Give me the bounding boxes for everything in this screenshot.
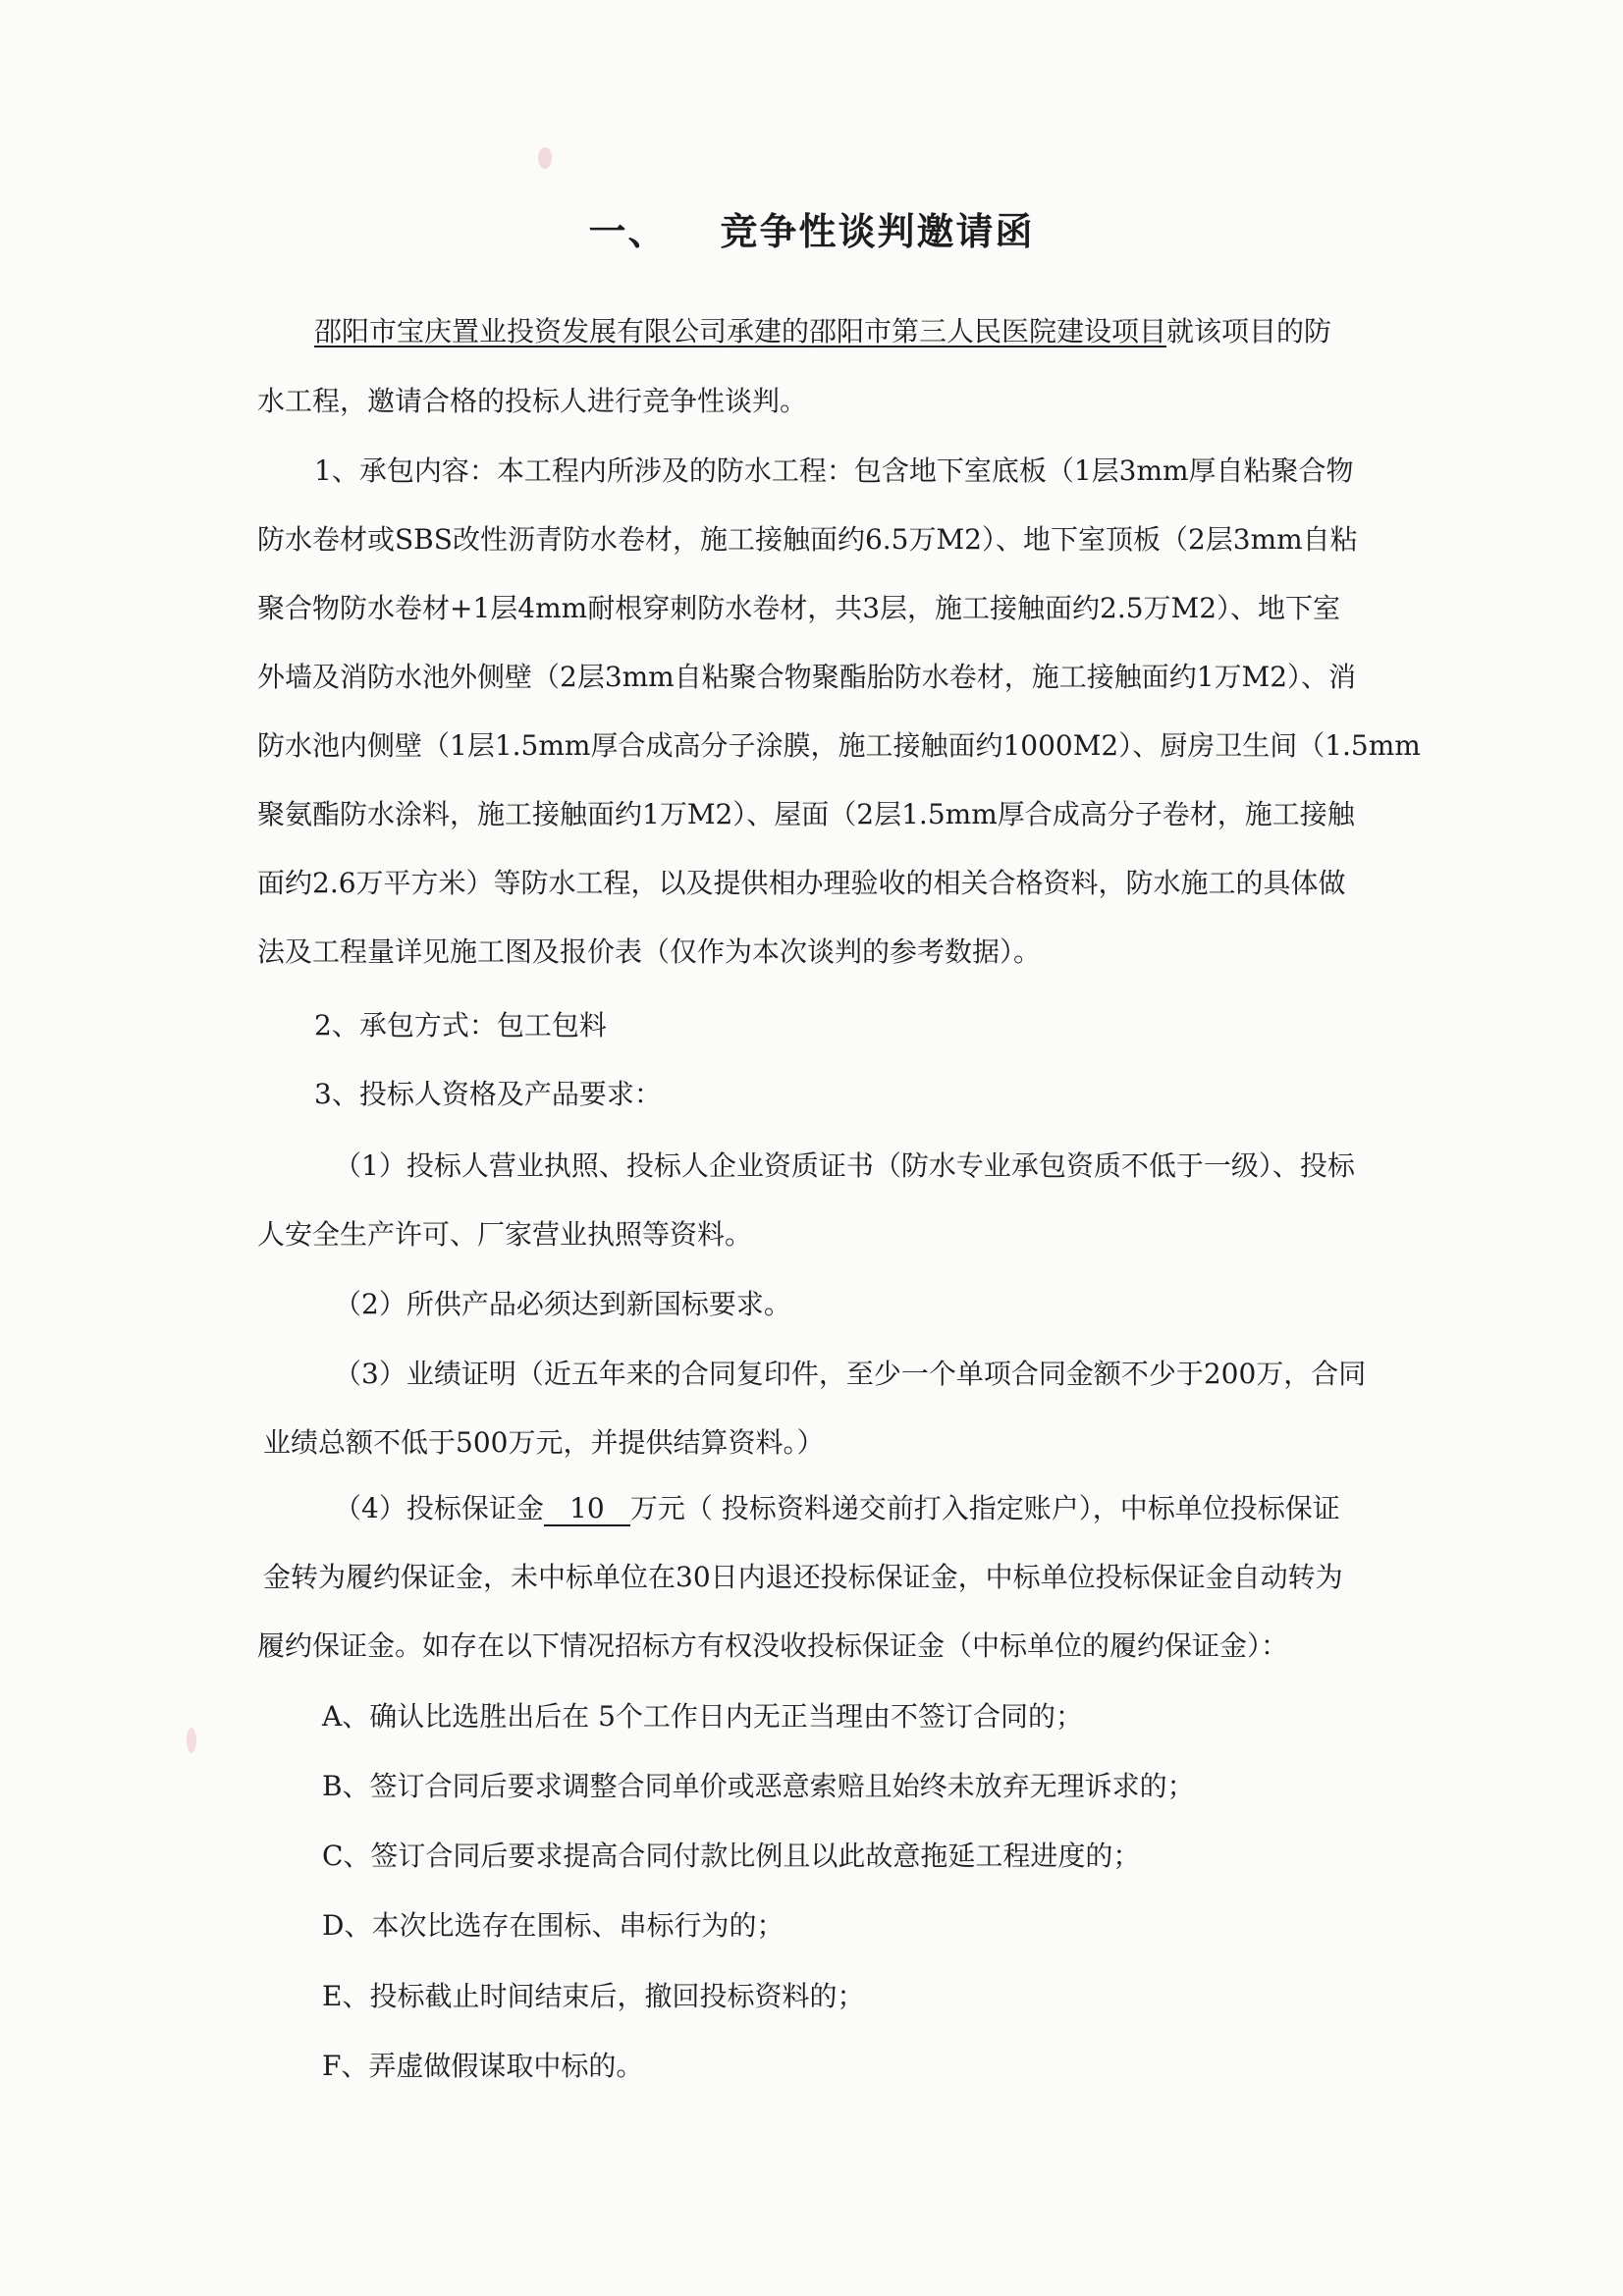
section1-line-2: 防水卷材或SBS改性沥青防水卷材，施工接触面约6.5万M2）、地下室顶板（2层3mm自粘 [257, 523, 1358, 556]
title-number: 一、 [588, 210, 668, 253]
deposit-amount: 10 [544, 1493, 630, 1526]
section2-line: 2、承包方式：包工包料 [314, 1009, 607, 1041]
section1-line-4: 外墙及消防水池外侧壁（2层3mm自粘聚合物聚酯胎防水卷材，施工接触面约1万M2）、消 [257, 661, 1357, 693]
req4-suffix: 万元（ 投标资料递交前打入指定账户），中标单位投标保证 [629, 1492, 1340, 1524]
section1-line-3: 聚合物防水卷材+1层4mm耐根穿刺防水卷材，共3层，施工接触面约2.5万M2）、地下室 [257, 592, 1341, 624]
forfeit-item-f: F、弄虚做假谋取中标的。 [322, 2050, 644, 2082]
intro-mid: 承建的 [727, 315, 810, 347]
section3-title: 3、投标人资格及产品要求： [314, 1078, 662, 1110]
req4-line-2: 金转为履约保证金，未中标单位在30日内退还投标保证金，中标单位投标保证金自动转为 [263, 1561, 1343, 1593]
req3-line-2: 业绩总额不低于500万元，并提供结算资料。） [263, 1426, 825, 1459]
section1-line-8: 法及工程量详见施工图及报价表（仅作为本次谈判的参考数据）。 [257, 935, 1042, 968]
req1-line-2: 人安全生产许可、厂家营业执照等资料。 [257, 1218, 753, 1251]
forfeit-item-d: D、本次比选存在围标、串标行为的； [322, 1909, 784, 1942]
req1-line-1: （1）投标人营业执照、投标人企业资质证书（防水专业承包资质不低于一级）、投标 [334, 1149, 1355, 1182]
req3-line-1: （3）业绩证明（近五年来的合同复印件，至少一个单项合同金额不少于200万，合同 [334, 1358, 1367, 1390]
forfeit-item-b: B、签订合同后要求调整合同单价或恶意索赔且始终未放弃无理诉求的； [322, 1770, 1195, 1802]
intro-line-1 [314, 312, 1453, 351]
forfeit-item-a: A、确认比选胜出后在 5个工作日内无正当理由不签订合同的； [322, 1700, 1083, 1733]
intro-line-2: 水工程，邀请合格的投标人进行竞争性谈判。 [257, 385, 808, 417]
req4-prefix: （4）投标保证金 [334, 1492, 544, 1524]
forfeit-item-c: C、签订合同后要求提高合同付款比例且以此故意拖延工程进度的； [322, 1840, 1141, 1872]
req2-line: （2）所供产品必须达到新国标要求。 [334, 1288, 791, 1320]
section1-line-1: 1、承包内容：本工程内所涉及的防水工程：包含地下室底板（1层3mm厚自粘聚合物 [314, 454, 1354, 487]
red-ink-speck [187, 1728, 196, 1753]
req4-line-1 [334, 1489, 1473, 1528]
intro-tail: 就该项目的防 [1166, 315, 1332, 347]
intro-project: 邵阳市第三人民医院建设项目 [809, 315, 1167, 347]
req4-line-3: 履约保证金。如存在以下情况招标方有权没收投标保证金（中标单位的履约保证金）： [257, 1629, 1289, 1662]
forfeit-item-e: E、投标截止时间结束后，撤回投标资料的； [322, 1980, 865, 2012]
intro-org: 邵阳市宝庆置业投资发展有限公司 [314, 315, 728, 347]
section1-line-7: 面约2.6万平方米）等防水工程，以及提供相办理验收的相关合格资料，防水施工的具体做 [257, 867, 1346, 899]
title-text: 竞争性谈判邀请函 [720, 210, 1035, 253]
page-title [0, 201, 1623, 255]
section1-line-6: 聚氨酯防水涂料，施工接触面约1万M2）、屋面（2层1.5mm厚合成高分子卷材，施工接触 [257, 798, 1355, 830]
red-ink-speck [538, 147, 552, 169]
section1-line-5: 防水池内侧壁（1层1.5mm厚合成高分子涂膜，施工接触面约1000M2）、厨房卫生间（1.5mm [257, 729, 1421, 762]
